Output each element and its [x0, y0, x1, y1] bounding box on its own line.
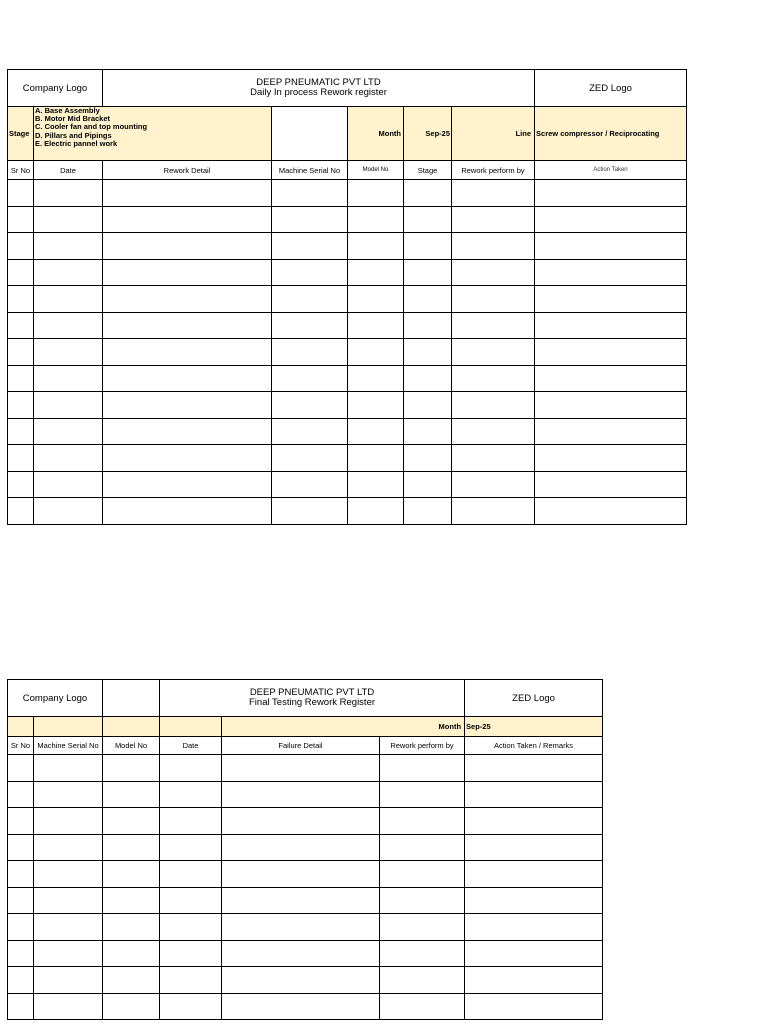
table-cell[interactable] — [535, 365, 687, 392]
table-cell[interactable] — [103, 312, 272, 339]
col-sr-no: Sr No — [8, 737, 34, 755]
table-cell[interactable] — [404, 233, 452, 260]
table-cell[interactable] — [103, 755, 160, 782]
table-cell[interactable] — [348, 233, 404, 260]
col-model-no: Model No — [103, 737, 160, 755]
table-cell[interactable] — [380, 755, 465, 782]
table-row — [8, 808, 603, 835]
table-cell[interactable] — [272, 392, 348, 419]
table-cell[interactable] — [404, 286, 452, 313]
table-cell[interactable] — [103, 206, 272, 233]
table-cell[interactable] — [8, 993, 34, 1020]
table-cell[interactable] — [8, 861, 34, 888]
table-cell[interactable] — [380, 781, 465, 808]
table-cell[interactable] — [348, 392, 404, 419]
col-stage: Stage — [404, 161, 452, 180]
table-cell[interactable] — [404, 206, 452, 233]
table-cell[interactable] — [452, 445, 535, 472]
table-cell[interactable] — [103, 498, 272, 525]
blank-cell — [272, 107, 348, 161]
table-row — [8, 940, 603, 967]
table-cell[interactable] — [272, 206, 348, 233]
table-cell[interactable] — [348, 259, 404, 286]
table-cell[interactable] — [8, 967, 34, 994]
table-cell[interactable] — [404, 339, 452, 366]
table-cell[interactable] — [103, 339, 272, 366]
table-cell[interactable] — [8, 286, 34, 313]
col-machine-serial-no: Machine Serial No — [272, 161, 348, 180]
table-cell[interactable] — [8, 233, 34, 260]
table-row — [8, 392, 687, 419]
table-row — [8, 418, 687, 445]
company-logo-placeholder: Company Logo — [8, 680, 103, 717]
table-row — [8, 233, 687, 260]
table-cell[interactable] — [34, 781, 103, 808]
table-cell[interactable] — [272, 233, 348, 260]
table-cell[interactable] — [8, 206, 34, 233]
table-cell[interactable] — [272, 498, 348, 525]
col-rework-perform-by: Rework perform by — [452, 161, 535, 180]
table-cell[interactable] — [465, 861, 603, 888]
table-cell[interactable] — [34, 233, 103, 260]
table-cell[interactable] — [535, 312, 687, 339]
stage-item-e: E. Electric pannel work — [35, 138, 118, 148]
col-action-taken: Action Taken — [535, 161, 687, 180]
daily-rework-register-table — [7, 69, 687, 525]
table-cell[interactable] — [452, 312, 535, 339]
table-cell[interactable] — [348, 339, 404, 366]
table-row — [8, 312, 687, 339]
table-row — [8, 781, 603, 808]
register-info-row — [8, 107, 687, 161]
col-rework-perform-by: Rework perform by — [380, 737, 465, 755]
table-cell[interactable] — [535, 471, 687, 498]
daily-register-rows — [8, 180, 687, 525]
table-cell[interactable] — [465, 755, 603, 782]
table-cell[interactable] — [222, 914, 380, 941]
table-cell[interactable] — [160, 755, 222, 782]
table-cell[interactable] — [34, 967, 103, 994]
table-cell[interactable] — [452, 206, 535, 233]
table-cell[interactable] — [272, 180, 348, 207]
table-cell[interactable] — [465, 967, 603, 994]
table-cell[interactable] — [380, 834, 465, 861]
table-cell[interactable] — [272, 445, 348, 472]
table-cell[interactable] — [103, 781, 160, 808]
table-cell[interactable] — [103, 940, 160, 967]
table-cell[interactable] — [160, 861, 222, 888]
register-info-row — [8, 717, 603, 737]
table-cell[interactable] — [34, 914, 103, 941]
blank-cell — [8, 717, 34, 737]
column-header-row — [8, 737, 603, 755]
table-cell[interactable] — [222, 834, 380, 861]
table-cell[interactable] — [348, 312, 404, 339]
table-cell[interactable] — [222, 993, 380, 1020]
table-row — [8, 365, 687, 392]
table-cell[interactable] — [34, 206, 103, 233]
table-cell[interactable] — [535, 180, 687, 207]
table-cell[interactable] — [404, 445, 452, 472]
table-cell[interactable] — [34, 445, 103, 472]
table-cell[interactable] — [222, 940, 380, 967]
zed-logo-placeholder: ZED Logo — [535, 70, 687, 107]
table-cell[interactable] — [34, 808, 103, 835]
table-cell[interactable] — [452, 418, 535, 445]
table-cell[interactable] — [103, 834, 160, 861]
table-cell[interactable] — [404, 498, 452, 525]
table-row — [8, 967, 603, 994]
table-cell[interactable] — [160, 993, 222, 1020]
table-cell[interactable] — [34, 286, 103, 313]
col-failure-detail: Failure Detail — [222, 737, 380, 755]
month-value: Sep-25 — [465, 717, 603, 737]
table-cell[interactable] — [34, 887, 103, 914]
zed-logo-placeholder: ZED Logo — [465, 680, 603, 717]
register-heading — [103, 70, 535, 107]
table-cell[interactable] — [8, 940, 34, 967]
table-row — [8, 445, 687, 472]
col-model-no: Model No — [348, 161, 404, 180]
table-cell[interactable] — [404, 392, 452, 419]
table-cell[interactable] — [272, 286, 348, 313]
table-cell[interactable] — [535, 233, 687, 260]
table-row — [8, 471, 687, 498]
table-cell[interactable] — [465, 940, 603, 967]
register-heading — [160, 680, 465, 717]
col-action-taken-remarks: Action Taken / Remarks — [465, 737, 603, 755]
table-cell[interactable] — [34, 365, 103, 392]
table-cell[interactable] — [222, 861, 380, 888]
table-cell[interactable] — [103, 471, 272, 498]
table-cell[interactable] — [452, 498, 535, 525]
company-logo-placeholder: Company Logo — [8, 70, 103, 107]
table-cell[interactable] — [8, 755, 34, 782]
final-testing-register-table — [7, 679, 603, 1020]
table-cell[interactable] — [160, 781, 222, 808]
table-cell[interactable] — [103, 808, 160, 835]
table-cell[interactable] — [465, 993, 603, 1020]
table-cell[interactable] — [380, 993, 465, 1020]
col-rework-detail: Rework Detail — [103, 161, 272, 180]
table-cell[interactable] — [348, 286, 404, 313]
table-cell[interactable] — [8, 259, 34, 286]
company-name: DEEP PNEUMATIC PVT LTD — [256, 77, 381, 88]
table-cell[interactable] — [404, 471, 452, 498]
table-cell[interactable] — [222, 781, 380, 808]
table-cell[interactable] — [465, 887, 603, 914]
month-label: Month — [348, 107, 404, 160]
table-cell[interactable] — [535, 339, 687, 366]
table-cell[interactable] — [160, 887, 222, 914]
line-label: Line — [452, 107, 535, 161]
table-row — [8, 339, 687, 366]
table-cell[interactable] — [34, 755, 103, 782]
stage-item-c: C. Cooler fan and top mounting — [35, 122, 148, 132]
col-date: Date — [34, 161, 103, 180]
table-cell[interactable] — [452, 233, 535, 260]
line-value: Screw compressor / Reciprocating — [535, 107, 687, 161]
table-cell[interactable] — [380, 808, 465, 835]
blank-cell — [103, 680, 160, 717]
table-cell[interactable] — [272, 365, 348, 392]
table-cell[interactable] — [34, 259, 103, 286]
table-cell[interactable] — [452, 286, 535, 313]
table-cell[interactable] — [34, 940, 103, 967]
company-name: DEEP PNEUMATIC PVT LTD — [249, 687, 375, 698]
table-cell[interactable] — [535, 418, 687, 445]
table-row — [8, 993, 603, 1020]
table-cell[interactable] — [465, 781, 603, 808]
table-cell[interactable] — [348, 445, 404, 472]
table-cell[interactable] — [272, 471, 348, 498]
table-cell[interactable] — [222, 808, 380, 835]
table-cell[interactable] — [8, 392, 34, 419]
table-cell[interactable] — [452, 471, 535, 498]
table-row — [8, 755, 603, 782]
table-cell[interactable] — [103, 914, 160, 941]
table-cell[interactable] — [272, 259, 348, 286]
table-cell[interactable] — [160, 967, 222, 994]
table-cell[interactable] — [103, 993, 160, 1020]
table-cell[interactable] — [348, 206, 404, 233]
blank-cell — [103, 717, 160, 737]
table-cell[interactable] — [272, 339, 348, 366]
table-cell[interactable] — [465, 834, 603, 861]
table-cell[interactable] — [380, 914, 465, 941]
table-cell[interactable] — [103, 887, 160, 914]
table-cell[interactable] — [465, 808, 603, 835]
table-cell[interactable] — [380, 887, 465, 914]
table-cell[interactable] — [222, 967, 380, 994]
table-cell[interactable] — [8, 418, 34, 445]
col-date: Date — [160, 737, 222, 755]
table-cell[interactable] — [465, 914, 603, 941]
table-cell[interactable] — [404, 180, 452, 207]
table-cell[interactable] — [103, 418, 272, 445]
table-cell[interactable] — [404, 312, 452, 339]
table-cell[interactable] — [452, 339, 535, 366]
month-value: Sep-25 — [425, 129, 450, 138]
table-cell[interactable] — [452, 259, 535, 286]
table-row — [8, 206, 687, 233]
table-cell[interactable] — [8, 471, 34, 498]
table-cell[interactable] — [103, 861, 160, 888]
table-cell[interactable] — [8, 339, 34, 366]
table-row — [8, 498, 687, 525]
table-cell[interactable] — [380, 940, 465, 967]
table-cell[interactable] — [34, 834, 103, 861]
table-row — [8, 887, 603, 914]
table-cell[interactable] — [348, 498, 404, 525]
table-cell[interactable] — [34, 180, 103, 207]
table-cell[interactable] — [535, 259, 687, 286]
table-cell[interactable] — [103, 365, 272, 392]
table-cell[interactable] — [272, 418, 348, 445]
table-cell[interactable] — [348, 418, 404, 445]
stage-item-d: D. Pillars and Pipings — [35, 130, 112, 140]
table-row — [8, 861, 603, 888]
table-row — [8, 259, 687, 286]
blank-cell — [160, 717, 222, 737]
table-cell[interactable] — [103, 180, 272, 207]
table-cell[interactable] — [34, 312, 103, 339]
table-cell[interactable] — [452, 180, 535, 207]
col-machine-serial-no: Machine Serial No — [34, 737, 103, 755]
table-cell[interactable] — [348, 471, 404, 498]
table-cell[interactable] — [404, 365, 452, 392]
table-cell[interactable] — [103, 286, 272, 313]
table-cell[interactable] — [380, 967, 465, 994]
table-cell[interactable] — [160, 834, 222, 861]
month-cell — [348, 107, 452, 161]
table-cell[interactable] — [380, 861, 465, 888]
table-cell[interactable] — [272, 312, 348, 339]
table-cell[interactable] — [103, 967, 160, 994]
table-cell[interactable] — [404, 418, 452, 445]
table-cell[interactable] — [8, 781, 34, 808]
table-row — [8, 914, 603, 941]
table-cell[interactable] — [452, 365, 535, 392]
table-cell[interactable] — [103, 392, 272, 419]
stage-label: Stage — [8, 107, 34, 161]
month-label: Month — [222, 717, 465, 737]
table-cell[interactable] — [222, 887, 380, 914]
table-cell[interactable] — [103, 445, 272, 472]
table-cell[interactable] — [160, 940, 222, 967]
table-cell[interactable] — [160, 914, 222, 941]
stage-item-b: B. Motor Mid Bracket — [35, 114, 111, 124]
table-row — [8, 180, 687, 207]
table-cell[interactable] — [103, 233, 272, 260]
table-cell[interactable] — [535, 445, 687, 472]
register-title: Daily In process Rework register — [250, 87, 387, 98]
table-cell[interactable] — [160, 808, 222, 835]
final-testing-rows — [8, 755, 603, 1020]
table-cell[interactable] — [8, 312, 34, 339]
table-cell[interactable] — [8, 498, 34, 525]
table-cell[interactable] — [34, 418, 103, 445]
column-header-row — [8, 161, 687, 180]
table-cell[interactable] — [34, 339, 103, 366]
table-cell[interactable] — [8, 365, 34, 392]
stage-item-a: A. Base Assembly — [35, 106, 100, 115]
table-cell[interactable] — [8, 887, 34, 914]
table-cell[interactable] — [34, 861, 103, 888]
table-cell[interactable] — [8, 914, 34, 941]
table-cell[interactable] — [404, 259, 452, 286]
stage-list — [34, 107, 272, 161]
table-cell[interactable] — [348, 180, 404, 207]
blank-cell — [34, 717, 103, 737]
table-cell[interactable] — [8, 834, 34, 861]
col-sr-no: Sr No — [8, 161, 34, 180]
table-cell[interactable] — [535, 286, 687, 313]
table-cell[interactable] — [103, 259, 272, 286]
table-cell[interactable] — [535, 392, 687, 419]
table-cell[interactable] — [535, 498, 687, 525]
table-cell[interactable] — [34, 498, 103, 525]
table-cell[interactable] — [34, 471, 103, 498]
table-cell[interactable] — [34, 993, 103, 1020]
table-cell[interactable] — [222, 755, 380, 782]
table-cell[interactable] — [535, 206, 687, 233]
register-title: Final Testing Rework Register — [249, 697, 376, 708]
table-cell[interactable] — [8, 180, 34, 207]
table-cell[interactable] — [8, 808, 34, 835]
table-cell[interactable] — [34, 392, 103, 419]
table-cell[interactable] — [348, 365, 404, 392]
table-cell[interactable] — [452, 392, 535, 419]
table-row — [8, 834, 603, 861]
table-row — [8, 286, 687, 313]
table-cell[interactable] — [8, 445, 34, 472]
